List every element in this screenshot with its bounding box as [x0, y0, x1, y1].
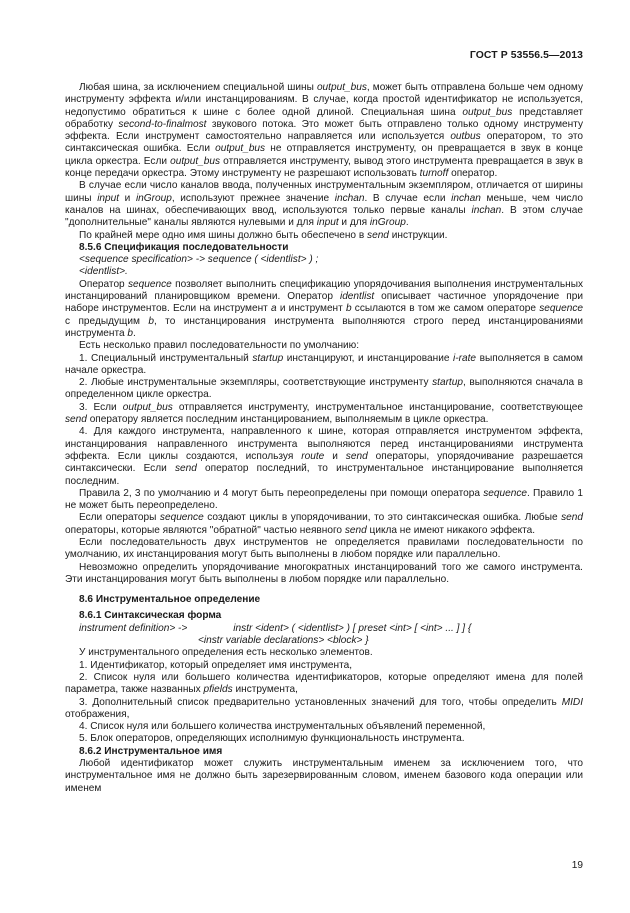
- text-run: , то инстанцирования инструмента выполняются строго перед инстанцированиями инструмента: [65, 315, 583, 339]
- section-heading: 8.5.6 Спецификация последовательности: [79, 241, 289, 253]
- text-run: Оператор: [79, 278, 128, 290]
- paragraph: [65, 537, 583, 562]
- italic-term: output_bus: [462, 106, 513, 118]
- text-run: отправляется инструменту, вывод этого инструмента превращается в звук в конце передачи оркестра. Этому инструменту не разрешают использовать: [65, 155, 583, 180]
- syntax-line: [65, 623, 583, 635]
- text-run: 1. Идентификатор, который определяет имя инструмента,: [79, 659, 353, 671]
- document-body: [65, 82, 583, 795]
- italic-term: send: [174, 463, 197, 475]
- italic-term: inGroup: [135, 192, 172, 204]
- paragraph: [65, 758, 583, 795]
- italic-term: inGroup: [369, 217, 406, 229]
- italic-term: i-rate: [453, 352, 477, 364]
- paragraph: [65, 512, 583, 537]
- paragraph: [65, 340, 583, 352]
- text-run: описывает частичное упорядочение при наборе инструментов. Если на инструмент: [65, 291, 583, 315]
- italic-term: sequence: [539, 303, 583, 315]
- text-run: с предыдущим: [65, 315, 149, 327]
- paragraph: [65, 82, 583, 180]
- text-run: 2. Список нуля или большего количества идентификаторов, которые определяют имена для полей параметра, также названных: [65, 671, 583, 696]
- text-run: 3. Дополнительный список предварительно установленных значений для того, чтобы определить: [79, 696, 562, 708]
- italic-term: a: [271, 303, 277, 315]
- paragraph: [65, 488, 583, 513]
- text-run: В случае если число каналов ввода, полученных инструментальным экземпляром, отличается от ширины шины: [65, 180, 583, 204]
- text-run: оператор.: [448, 168, 498, 180]
- text-run: отправляется инструменту, инструментальное инстанцирование, соответствующее: [172, 401, 583, 413]
- italic-term: b: [345, 303, 352, 315]
- text-run: операторы, которые являются "обратной" частью неявного: [65, 524, 345, 536]
- text-run: инструмента,: [232, 684, 298, 696]
- text-run: ссылаются в том же самом операторе: [351, 303, 540, 315]
- text-run: 4. Для каждого инструмента, направленного к шине, которая отправляется инструментом эффекта, инстанцирования направленного инструмента выполняются перед инстанцированиями инструмента эффекта. Если циклы создаются, используя: [65, 426, 583, 462]
- text-run: 1. Специальный инструментальный: [79, 352, 253, 364]
- paragraph: [65, 180, 583, 229]
- italic-term: send: [367, 229, 389, 241]
- text-run: 3. Если: [79, 401, 123, 413]
- italic-term: b: [148, 315, 154, 327]
- paragraph: [65, 426, 583, 487]
- paragraph: [65, 279, 583, 340]
- text-run: Если последовательность двух инструментов не определяется правилами последовательности по умолчанию, их инстанцирования могут быть выполнены в любом порядке или параллельно.: [65, 536, 583, 561]
- paragraph: [65, 562, 583, 587]
- italic-term: input: [97, 192, 120, 204]
- text-run: , может быть отправлена больше чем одному инструменту эффекта и/или инстанцированиям. В случае, когда простой идентификатор не используется, недопустимо обратиться к шине с более одной длиной. Специальная шина: [65, 82, 583, 118]
- italic-term: turnoff: [419, 168, 449, 180]
- syntax-line: <instr variable declarations> <block> }: [198, 635, 369, 647]
- text-run: не отправляется инструменту, он превращается в звук в конце цикла оркестра. Если: [65, 143, 583, 167]
- italic-term: send: [65, 414, 87, 426]
- paragraph: [65, 230, 583, 242]
- syntax-rhs: instr <ident> ( <identlist> ) [ preset <int> [ <int> ... ] ] {: [233, 622, 472, 634]
- paragraph: [65, 377, 583, 402]
- text-run: . Правило 1 не может быть переопределено.: [65, 487, 583, 512]
- paragraph: [65, 402, 583, 427]
- text-run: . В этом случае "дополнительные" каналы являются нулевыми и для: [65, 204, 583, 229]
- italic-term: send: [561, 512, 583, 524]
- italic-term: MIDI: [561, 696, 583, 708]
- italic-term: inchan: [334, 192, 365, 204]
- text-run: Есть несколько правил последовательности по умолчанию:: [79, 340, 360, 352]
- text-run: и инструмент: [276, 303, 346, 315]
- italic-term: inchan: [471, 204, 502, 216]
- text-run: выполняется в самом начале оркестра.: [65, 352, 583, 376]
- text-run: звукового потока. Это может быть отправлено только одному инструменту эффекта. Если инструмент самостоятельно направляется или используется: [65, 118, 583, 143]
- text-run: 2. Любые инструментальные экземпляры, соответствующие инструменту: [79, 377, 433, 389]
- italic-term: startup: [252, 352, 284, 364]
- text-run: Если операторы: [79, 512, 160, 524]
- standard-identifier: ГОСТ Р 53556.5—2013: [469, 50, 583, 61]
- text-run: Правила 2, 3 по умолчанию и 4 могут быть переопределены при помощи оператора: [79, 487, 484, 499]
- italic-term: output_bus: [170, 155, 221, 167]
- syntax-line: <sequence specification> -> sequence ( <identlist> ) ;: [79, 254, 319, 266]
- italic-term: startup: [432, 377, 463, 389]
- paragraph: [65, 697, 583, 722]
- text-run: операторы, упорядочивание разрешается синтаксически. Если: [65, 450, 583, 475]
- italic-term: route: [301, 450, 325, 462]
- text-run: .: [405, 217, 409, 229]
- text-run: 5. Блок операторов, определяющих исполнимую функциональность инструмента.: [79, 733, 465, 745]
- text-run: , используют прежнее значение: [171, 192, 335, 204]
- italic-term: b: [127, 327, 133, 339]
- section-heading: 8.6.2 Инструментальное имя: [79, 745, 223, 757]
- text-run: 4. Список нуля или большего количества инструментальных объявлений переменной,: [79, 721, 486, 733]
- text-run: У инструментального определения есть несколько элементов.: [79, 647, 373, 659]
- paragraph: [65, 721, 583, 733]
- text-run: инструкции.: [388, 229, 448, 241]
- italic-term: input: [316, 217, 339, 229]
- section-heading: 8.6.1 Синтаксическая форма: [79, 610, 222, 622]
- italic-term: send: [345, 450, 368, 462]
- paragraph: [65, 353, 583, 378]
- text-run: , выполняются сначала в определенном цикле оркестра.: [65, 377, 583, 401]
- syntax-line: <identlist>.: [79, 266, 128, 278]
- text-run: и: [324, 450, 346, 462]
- italic-term: second-to-finalmost: [118, 118, 207, 130]
- text-run: позволяет выполнить спецификацию упорядочивания выполнения инструментальных инстанцирований планировщиком времени. Оператор: [65, 278, 584, 303]
- italic-term: output_bus: [215, 143, 266, 155]
- syntax-lhs: instrument definition> ->: [79, 622, 188, 634]
- italic-term: sequence: [483, 487, 527, 499]
- text-run: отображения,: [65, 708, 130, 720]
- paragraph: [65, 733, 583, 745]
- text-run: цикла не имеют никакого эффекта.: [366, 524, 536, 536]
- text-run: и для: [338, 217, 370, 229]
- section-heading: 8.6 Инструментальное определение: [79, 594, 261, 606]
- italic-term: output_bus: [316, 82, 367, 93]
- text-run: оператор последний, то инструментальное инстанцирование выполняется последним.: [65, 463, 583, 487]
- page-number: 19: [571, 860, 583, 871]
- text-run: . В случае если: [364, 192, 452, 204]
- text-run: .: [133, 327, 136, 339]
- italic-term: send: [344, 524, 367, 536]
- text-run: создают циклы в упорядочивании, то это синтаксическая ошибка. Любые: [203, 512, 562, 524]
- paragraph: [65, 647, 583, 659]
- text-run: Невозможно определить упорядочивание многократных инстанцирований того же самого инструмента. Эти инстанцирования могут быть выполнены в любом порядке или параллельно.: [65, 561, 583, 585]
- italic-term: sequence: [128, 278, 172, 290]
- italic-term: identlist: [339, 291, 375, 303]
- italic-term: sequence: [159, 512, 204, 524]
- italic-term: inchan: [451, 192, 481, 204]
- paragraph: [65, 672, 583, 697]
- text-run: оператору является последним инстанцированием, выполняемым в цикле оркестра.: [86, 414, 489, 426]
- italic-term: output_bus: [122, 401, 173, 413]
- text-run: Любая шина, за исключением специальной шины: [79, 82, 317, 93]
- paragraph: [65, 660, 583, 672]
- text-run: Любой идентификатор может служить инструментальным именем за исключением того, что инструментальное имя не должно быть зарезервированным словом, именем базового кода операции или именем: [65, 758, 583, 794]
- text-run: инстанцируют, и инстанцирование: [283, 352, 454, 364]
- text-run: меньше, чем число каналов на шинах, обеспечивающих ввод, используются только первые каналы: [65, 192, 583, 216]
- text-run: и: [119, 192, 136, 204]
- italic-term: pfields: [203, 684, 233, 696]
- text-run: оператором, то это синтаксическая ошибка. Если: [65, 131, 584, 155]
- text-run: По крайней мере одно имя шины должно быть обеспечено в: [79, 229, 368, 241]
- italic-term: outbus: [450, 131, 481, 143]
- text-run: представляет обработку: [65, 106, 583, 130]
